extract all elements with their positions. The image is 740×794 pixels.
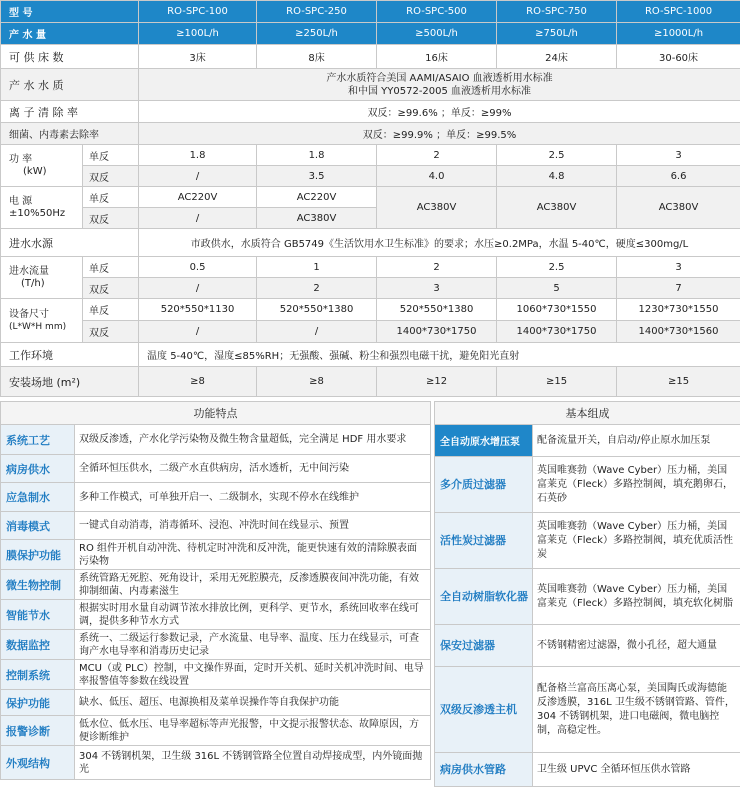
size-double-value: / bbox=[257, 321, 377, 343]
flow-double-row bbox=[1, 278, 740, 299]
component-row bbox=[435, 457, 740, 513]
flow-double-value: / bbox=[139, 278, 257, 299]
component-desc: 英国唯赛勃（Wave Cyber）压力桶，美国富莱克（Fleck）多路控制阀，填充优质活性炭 bbox=[533, 513, 740, 569]
feature-row bbox=[1, 455, 431, 483]
power-double-value: 6.6 bbox=[617, 166, 740, 187]
component-tag: 全自动原水增压泵 bbox=[435, 425, 533, 457]
feature-tag: 消毒模式 bbox=[1, 512, 75, 540]
flow-single-value: 1 bbox=[257, 257, 377, 278]
supply-label-text: 电 源 bbox=[9, 195, 33, 207]
flow-single-value: 0.5 bbox=[139, 257, 257, 278]
flow-unit: (T/h) bbox=[21, 277, 45, 289]
model-label: 型 号 bbox=[1, 1, 139, 23]
feature-desc: 304 不锈钢机架，卫生级 316L 不锈钢管路全位置自动焊接成型，内外镜面抛光 bbox=[75, 746, 431, 780]
feature-desc: 全循环恒压供水，二级产水直供病房，活水透析，无中间污染 bbox=[75, 455, 431, 483]
feature-row bbox=[1, 660, 431, 690]
power-double-row bbox=[1, 166, 740, 187]
feature-desc: MCU（或 PLC）控制，中文操作界面，定时开关机、延时关机冲洗时间、电导率报警值等参数在线设置 bbox=[75, 660, 431, 690]
area-value: ≥15 bbox=[617, 367, 740, 397]
power-single-value: 2 bbox=[377, 145, 497, 166]
double-stage-label: 双反 bbox=[83, 321, 139, 343]
output-value: ≥1000L/h bbox=[617, 23, 740, 45]
power-single-value: 1.8 bbox=[139, 145, 257, 166]
feature-desc: 多种工作模式，可单独开启一、二级制水，实现不停水在线维护 bbox=[75, 483, 431, 512]
feature-tag: 应急制水 bbox=[1, 483, 75, 512]
power-label-text: 功 率 bbox=[9, 153, 33, 165]
model-col-1: RO-SPC-100 bbox=[139, 1, 257, 23]
component-row bbox=[435, 569, 740, 625]
component-row bbox=[435, 425, 740, 457]
power-double-value: 4.8 bbox=[497, 166, 617, 187]
feature-tag: 外观结构 bbox=[1, 746, 75, 780]
supply-merged-value: AC380V bbox=[497, 187, 617, 229]
feature-tag: 智能节水 bbox=[1, 600, 75, 630]
flow-double-value: 5 bbox=[497, 278, 617, 299]
supply-single-value: AC220V bbox=[139, 187, 257, 208]
feature-desc: RO 组件开机自动冲洗、待机定时冲洗和反冲洗，能更快速有效的清除膜表面污染物 bbox=[75, 540, 431, 570]
component-desc: 英国唯赛勃（Wave Cyber）压力桶，美国富莱克（Fleck）多路控制阀，填充软化树脂 bbox=[533, 569, 740, 625]
power-double-value: 3.5 bbox=[257, 166, 377, 187]
supply-sub: ±10%50Hz bbox=[9, 207, 66, 219]
size-double-value: / bbox=[139, 321, 257, 343]
size-unit: (L*W*H mm) bbox=[9, 321, 67, 332]
size-double-value: 1400*730*1560 bbox=[617, 321, 740, 343]
model-col-3: RO-SPC-500 bbox=[377, 1, 497, 23]
inlet-row bbox=[1, 229, 740, 257]
size-double-value: 1400*730*1750 bbox=[497, 321, 617, 343]
component-row bbox=[435, 625, 740, 667]
bacteria-label: 细菌、内毒素去除率 bbox=[1, 123, 139, 145]
flow-single-row bbox=[1, 257, 740, 278]
size-double-value: 1400*730*1750 bbox=[377, 321, 497, 343]
component-desc: 不锈钢精密过滤器，微小孔径，超大通量 bbox=[533, 625, 740, 667]
double-stage-label: 双反 bbox=[83, 166, 139, 187]
feature-tag: 微生物控制 bbox=[1, 570, 75, 600]
flow-single-value: 3 bbox=[617, 257, 740, 278]
feature-desc: 双级反渗透，产水化学污染物及微生物含量超低，完全满足 HDF 用水要求 bbox=[75, 425, 431, 455]
power-single-value: 2.5 bbox=[497, 145, 617, 166]
flow-double-value: 2 bbox=[257, 278, 377, 299]
beds-value: 8床 bbox=[257, 45, 377, 69]
component-row bbox=[435, 753, 740, 787]
feature-row bbox=[1, 540, 431, 570]
quality-line-2: 和中国 YY0572-2005 血液透析用水标准 bbox=[347, 85, 532, 97]
component-tag: 活性炭过滤器 bbox=[435, 513, 533, 569]
size-single-value: 1230*730*1550 bbox=[617, 299, 740, 321]
flow-double-value: 7 bbox=[617, 278, 740, 299]
supply-double-value: / bbox=[139, 208, 257, 229]
components-title: 基本组成 bbox=[435, 402, 740, 425]
feature-desc: 一键式自动消毒，消毒循环、浸泡、冲洗时间在线显示、预置 bbox=[75, 512, 431, 540]
supply-merged-value: AC380V bbox=[617, 187, 740, 229]
power-unit: (kW) bbox=[23, 165, 47, 177]
beds-value: 30-60床 bbox=[617, 45, 740, 69]
feature-row bbox=[1, 746, 431, 780]
inlet-label: 进水水源 bbox=[1, 229, 139, 257]
ion-row bbox=[1, 101, 740, 123]
features-title-row bbox=[1, 402, 431, 425]
single-stage-label: 单反 bbox=[83, 257, 139, 278]
feature-tag: 系统工艺 bbox=[1, 425, 75, 455]
size-single-value: 520*550*1130 bbox=[139, 299, 257, 321]
feature-desc: 系统管路无死腔、死角设计，采用无死腔膜壳，反渗透膜夜间冲洗功能，有效抑制细菌、内毒素滋生 bbox=[75, 570, 431, 600]
supply-double-value: AC380V bbox=[257, 208, 377, 229]
spec-header-row bbox=[1, 1, 740, 23]
bacteria-row bbox=[1, 123, 740, 145]
features-table bbox=[0, 401, 431, 780]
flow-single-value: 2 bbox=[377, 257, 497, 278]
size-single-value: 1060*730*1550 bbox=[497, 299, 617, 321]
power-double-value: 4.0 bbox=[377, 166, 497, 187]
output-value: ≥750L/h bbox=[497, 23, 617, 45]
component-tag: 病房供水管路 bbox=[435, 753, 533, 787]
feature-row bbox=[1, 570, 431, 600]
single-stage-label: 单反 bbox=[83, 299, 139, 321]
feature-row bbox=[1, 425, 431, 455]
component-tag: 全自动树脂软化器 bbox=[435, 569, 533, 625]
area-value: ≥8 bbox=[257, 367, 377, 397]
feature-desc: 低水位、低水压、电导率超标等声光报警，中文提示报警状态、故障原因，方便诊断维护 bbox=[75, 716, 431, 746]
feature-tag: 报警诊断 bbox=[1, 716, 75, 746]
model-col-2: RO-SPC-250 bbox=[257, 1, 377, 23]
ion-label: 离 子 清 除 率 bbox=[1, 101, 139, 123]
double-stage-label: 双反 bbox=[83, 278, 139, 299]
model-col-5: RO-SPC-1000 bbox=[617, 1, 740, 23]
component-tag: 多介质过滤器 bbox=[435, 457, 533, 513]
feature-row bbox=[1, 690, 431, 716]
single-stage-label: 单反 bbox=[83, 187, 139, 208]
power-double-value: / bbox=[139, 166, 257, 187]
env-label: 工作环境 bbox=[1, 343, 139, 367]
area-value: ≥8 bbox=[139, 367, 257, 397]
component-row bbox=[435, 667, 740, 753]
beds-row bbox=[1, 45, 740, 69]
env-row bbox=[1, 343, 740, 367]
power-single-row bbox=[1, 145, 740, 166]
area-value: ≥12 bbox=[377, 367, 497, 397]
area-row bbox=[1, 367, 740, 397]
beds-value: 3床 bbox=[139, 45, 257, 69]
feature-tag: 病房供水 bbox=[1, 455, 75, 483]
inlet-value: 市政供水，水质符合 GB5749《生活饮用水卫生标准》的要求；水压≥0.2MPa，水温 5-40℃，硬度≤300mg/L bbox=[139, 229, 740, 257]
power-single-value: 3 bbox=[617, 145, 740, 166]
components-table bbox=[434, 401, 740, 787]
size-single-row bbox=[1, 299, 740, 321]
quality-value bbox=[139, 69, 740, 101]
double-stage-label: 双反 bbox=[83, 208, 139, 229]
bacteria-value: 双反：≥99.9% ；单反：≥99.5% bbox=[139, 123, 740, 145]
output-value: ≥500L/h bbox=[377, 23, 497, 45]
quality-row bbox=[1, 69, 740, 101]
size-label-text: 设备尺寸 bbox=[9, 308, 49, 320]
beds-value: 16床 bbox=[377, 45, 497, 69]
model-col-4: RO-SPC-750 bbox=[497, 1, 617, 23]
feature-desc: 系统一、二级运行参数记录，产水流量、电导率、温度、压力在线显示，可查询产水电导率和消毒历史记录 bbox=[75, 630, 431, 660]
power-label bbox=[1, 145, 83, 187]
size-single-value: 520*550*1380 bbox=[257, 299, 377, 321]
feature-row bbox=[1, 630, 431, 660]
feature-tag: 保护功能 bbox=[1, 690, 75, 716]
component-row bbox=[435, 513, 740, 569]
supply-single-row bbox=[1, 187, 740, 208]
feature-row bbox=[1, 716, 431, 746]
output-value: ≥100L/h bbox=[139, 23, 257, 45]
flow-label bbox=[1, 257, 83, 299]
supply-label bbox=[1, 187, 83, 229]
beds-value: 24床 bbox=[497, 45, 617, 69]
component-desc: 配备格兰富高压离心泵，美国陶氏或海德能反渗透膜，316L 卫生级不锈钢管路、管件，304 不锈钢机架，进口电磁阀，微电脑控制，高稳定性。 bbox=[533, 667, 740, 753]
component-desc: 卫生级 UPVC 全循环恒压供水管路 bbox=[533, 753, 740, 787]
supply-single-value: AC220V bbox=[257, 187, 377, 208]
env-value: 温度 5-40℃，湿度≤85%RH；无强酸、强碱、粉尘和强烈电磁干扰，避免阳光直射 bbox=[139, 343, 740, 367]
component-tag: 保安过滤器 bbox=[435, 625, 533, 667]
size-single-value: 520*550*1380 bbox=[377, 299, 497, 321]
area-label: 安装场地 (m²) bbox=[1, 367, 139, 397]
components-title-row bbox=[435, 402, 740, 425]
feature-row bbox=[1, 483, 431, 512]
feature-tag: 膜保护功能 bbox=[1, 540, 75, 570]
size-double-row bbox=[1, 321, 740, 343]
feature-desc: 缺水、低压、超压、电源换相及菜单误操作等自我保护功能 bbox=[75, 690, 431, 716]
component-tag: 双级反渗透主机 bbox=[435, 667, 533, 753]
single-stage-label: 单反 bbox=[83, 145, 139, 166]
ion-value: 双反：≥99.6% ；单反：≥99% bbox=[139, 101, 740, 123]
feature-row bbox=[1, 512, 431, 540]
supply-merged-value: AC380V bbox=[377, 187, 497, 229]
quality-line-1: 产水水质符合美国 AAMI/ASAIO 血液透析用水标准 bbox=[326, 72, 553, 84]
component-desc: 英国唯赛勃（Wave Cyber）压力桶，美国富莱克（Fleck）多路控制阀，填充鹅卵石，石英砂 bbox=[533, 457, 740, 513]
beds-label: 可 供 床 数 bbox=[1, 45, 139, 69]
output-value: ≥250L/h bbox=[257, 23, 377, 45]
flow-single-value: 2.5 bbox=[497, 257, 617, 278]
flow-label-text: 进水流量 bbox=[9, 265, 49, 277]
output-label: 产 水 量 bbox=[1, 23, 139, 45]
area-value: ≥15 bbox=[497, 367, 617, 397]
feature-row bbox=[1, 600, 431, 630]
size-label bbox=[1, 299, 83, 343]
flow-double-value: 3 bbox=[377, 278, 497, 299]
feature-tag: 控制系统 bbox=[1, 660, 75, 690]
power-single-value: 1.8 bbox=[257, 145, 377, 166]
output-row bbox=[1, 23, 740, 45]
quality-label: 产 水 水 质 bbox=[1, 69, 139, 101]
features-title: 功能特点 bbox=[1, 402, 431, 425]
feature-tag: 数据监控 bbox=[1, 630, 75, 660]
feature-desc: 根据实时用水量自动调节浓水排放比例，更科学、更节水，系统回收率在线可调，提供多种节水方式 bbox=[75, 600, 431, 630]
component-desc: 配备流量开关，自启动/停止原水加压泵 bbox=[533, 425, 740, 457]
